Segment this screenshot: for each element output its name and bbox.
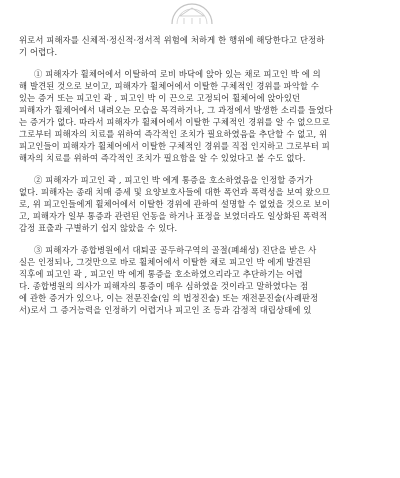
text-line: 는 증거가 없다. 따라서 피해자가 휠체어에서 이탈한 구체적인 경위를 알 수 없으므로	[19, 117, 331, 127]
text-line: 로, 위 피고인들에게 휠체어에서 이탈한 경위에 관하여 설명할 수 없었을 것으로 보이	[19, 199, 331, 209]
seal-emblem-icon	[170, 2, 214, 24]
text-line: 에 관한 증거가 있으나, 이는 전문진술(임 의 법정진술) 또는 재전문진술(사례판정	[19, 293, 319, 303]
paragraph-gap	[19, 234, 383, 244]
text-line: 그로부터 피해자의 치료를 위하여 즉각적인 조치가 필요하였음을 추단할 수 없고, 위	[19, 129, 328, 139]
court-seal-watermark	[170, 2, 214, 24]
document-body	[19, 34, 383, 316]
text-line: 있는 증거 또는 피고인 곽 , 피고인 박 이 끈으로 고정되어 휠체어에 앉아있던	[19, 93, 301, 103]
text-line: 해 발견된 것으로 보이고, 피해자가 휠체어에서 이탈한 구체적인 경위를 파악할 수	[19, 81, 320, 91]
text-line: 서)로서 그 증거능력을 인정하기 어렵거나 피고인 조 등과 감정적 대립상태에 있	[19, 305, 312, 315]
text-line: 고, 피해자가 일부 통증과 관련된 언동을 하거나 표정을 보였더라도 일상화된 폭력적	[19, 211, 328, 221]
text-line: 해자의 치료를 위하여 즉각적인 조치가 필요함을 알 수 있었다고 볼 수도 없다.	[19, 153, 306, 163]
text-line: ③ 피해자가 종합병원에서 대퇴골 골두하구역의 골절(폐쇄성) 진단을 받은 사	[34, 245, 317, 255]
text-line: ① 피해자가 휠체어에서 이탈하여 로비 바닥에 앉아 있는 채로 피고인 박 에 의	[34, 69, 321, 79]
text-line: 실은 인정되나, 그것만으로 바로 휠체어에서 이탈한 채로 피고인 박 에게 발견된	[19, 257, 311, 267]
text-line: ② 피해자가 피고인 곽 , 피고인 박 에게 통증을 호소하였음을 인정할 증거가	[34, 175, 313, 185]
text-line: 위로서 피해자를 신체적·정신적·정서적 위험에 처하게 한 행위에 해당한다고 단정하	[19, 35, 325, 45]
text-line: 직후에 피고인 곽 , 피고인 박 에게 통증을 호소하였으리라고 추단하기는 어렵	[19, 269, 303, 279]
text-line: 없다. 피해자는 종래 치매 증세 및 요양보호사들에 대한 폭언과 폭력성을 보여 왔으므	[19, 187, 331, 197]
text-line: 피고인들이 피해자가 휠체어에서 이탈한 구체적인 경위를 직접 인지하고 그로부터 피	[19, 141, 330, 151]
text-line: 기 어렵다.	[19, 47, 58, 57]
paragraph-gap	[19, 164, 383, 174]
paragraph-gap	[19, 58, 383, 68]
text-line: 피해자가 휠체어에서 내려오는 모습을 목격하거나, 그 과정에서 발생한 소리를 들었다	[19, 105, 333, 115]
text-line: 다. 종합병원의 의사가 피해자의 통증이 매우 심하였을 것이라고 말하였다는 점	[19, 281, 309, 291]
text-line: 감정 표출과 구별하기 쉽지 않았을 수 있다.	[19, 223, 178, 233]
